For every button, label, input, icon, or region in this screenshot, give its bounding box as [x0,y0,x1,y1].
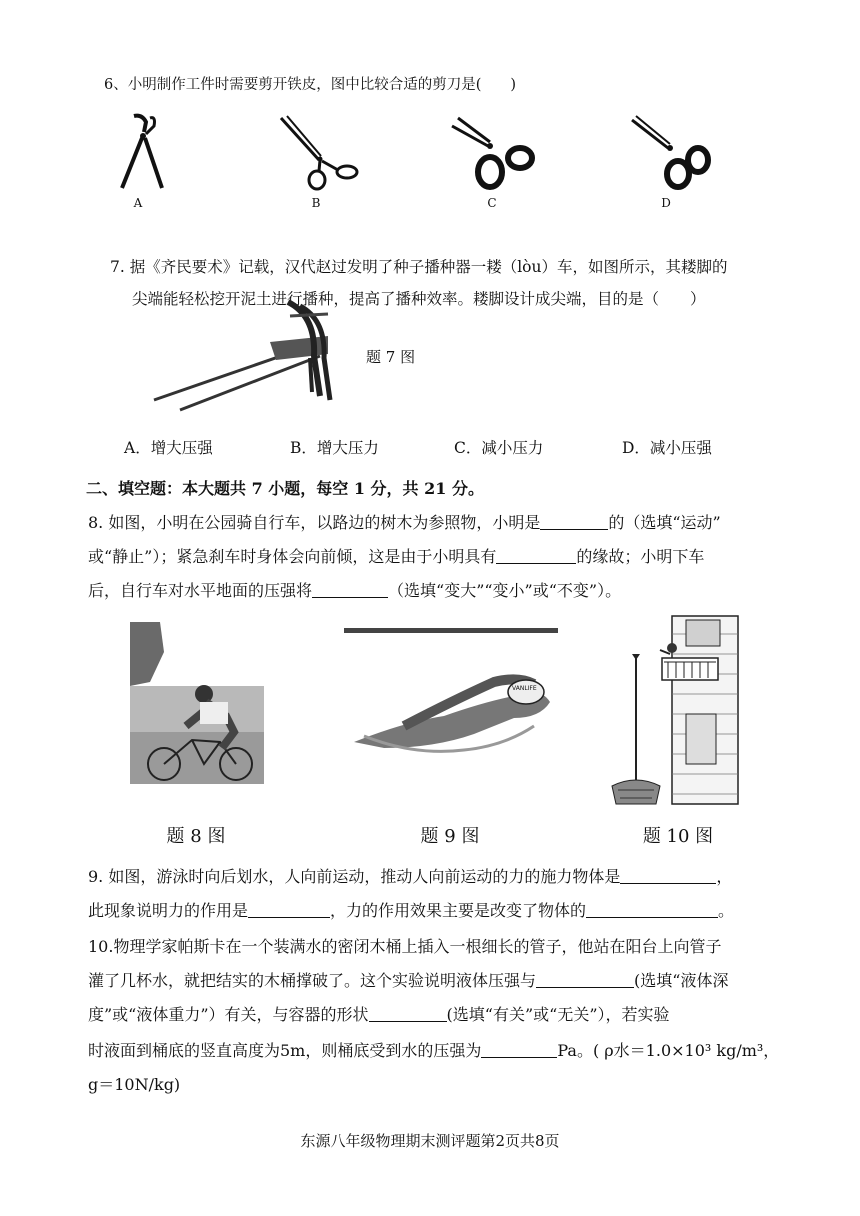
question-9-line-2-text-c: 。 [718,901,735,920]
question-7-line-1: 7. 据《齐民要术》记载，汉代赵过发明了种子播种器一耧（lòu）车，如图所示，其耧脚的 [110,258,728,276]
question-10-line-4 [88,1034,779,1068]
figure-9-caption: 题 9 图 [420,826,480,847]
question-8-line-2-text-b: 的缘故；小明下车 [576,547,705,566]
question-9-line-1 [88,860,732,894]
option-a-label: A [133,196,143,210]
question-10-line-4-text-a: 时液面到桶底的竖直高度为5m，则桶底受到水的压强为 [88,1041,482,1060]
option-b-hair-scissors-image [275,114,365,194]
question-9-blank-2[interactable] [248,899,330,918]
question-9-blank-3[interactable] [586,899,718,918]
question-10-line-3-text-a: 度”或“液体重力”）有关，与容器的形状 [88,1005,369,1024]
option-a-tin-snips-image [112,112,172,192]
section-2-heading: 二、填空题：本大题共 7 小题，每空 1 分，共 21 分。 [86,479,484,498]
question-8-blank-2[interactable] [496,545,576,564]
option-d-kitchen-scissors-image [628,112,718,192]
question-9-blank-1[interactable] [620,865,716,884]
figure-7-caption: 题 7 图 [366,348,416,366]
question-8-line-3-text-b: （选填“变大”“变小”或“不变”）。 [388,581,622,600]
question-10-line-3-text-b: (选填“有关”或“无关”），若实验 [446,1005,670,1024]
option-c-office-scissors-image [448,112,538,192]
question-10-line-3 [88,998,670,1032]
question-9-line-1-text-b: ， [716,867,733,886]
question-9-line-1-text-a: 9. 如图，游泳时向后划水，人向前运动，推动人向前运动的力的施力物体是 [88,867,621,886]
question-8-blank-1[interactable] [540,511,608,530]
question-8-line-3-text-a: 后，自行车对水平地面的压强将 [88,581,313,600]
question-10-line-2-text-b: (选填“液体深 [634,971,729,990]
question-7-line-2: 尖端能轻松挖开泥土进行播种，提高了播种效率。耧脚设计成尖端，目的是（ ） [132,290,706,308]
question-10-line-4-text-b: Pa。( ρ水＝1.0×10³ kg/m³， [557,1041,780,1060]
option-d-label: D [661,196,671,210]
question-9-line-2 [88,894,734,928]
question-10-blank-1[interactable] [536,969,634,988]
question-10-line-1: 10.物理学家帕斯卡在一个装满水的密闭木桶上插入一根细长的管子，他站在阳台上向管子 [88,937,722,956]
figure-8-caption: 题 8 图 [166,826,226,847]
question-8-line-2 [88,540,704,574]
question-10-blank-3[interactable] [481,1039,557,1058]
option-b-label: B [311,196,321,210]
figure-10-pascal-barrel-image [600,614,740,806]
question-8-line-1 [88,506,721,540]
option-c-label: C [487,196,497,210]
swim-cap-logo: VANLIFE [512,685,537,692]
question-8-line-3 [88,574,621,608]
question-10-blank-2[interactable] [369,1003,447,1022]
question-9-line-2-text-a: 此现象说明力的作用是 [88,901,249,920]
question-9-line-2-text-b: ，力的作用效果主要是改变了物体的 [330,901,587,920]
question-7-option-b: B．增大压力 [290,439,379,457]
question-8-line-1-text-a: 8. 如图，小明在公园骑自行车，以路边的树木为参照物，小明是 [88,513,541,532]
question-6-text: 6、小明制作工件时需要剪开铁皮，图中比较合适的剪刀是( ) [104,77,517,93]
question-7-option-a: A．增大压强 [124,439,213,457]
figure-8-cyclist-image [130,622,264,784]
figure-10-caption: 题 10 图 [642,826,714,847]
question-8-blank-3[interactable] [312,579,388,598]
question-10-line-2-text-a: 灌了几杯水，就把结实的木桶撑破了。这个实验说明液体压强与 [88,971,537,990]
figure-9-swimmer-image [344,626,558,782]
page-footer: 东源八年级物理期末测评题第2页共8页 [300,1132,560,1150]
question-7-option-c: C．减小压力 [454,439,544,457]
question-10-line-5: g＝10N/kg) [88,1075,181,1094]
question-8-line-2-text-a: 或“静止”）；紧急刹车时身体会向前倾，这是由于小明具有 [88,547,497,566]
question-8-line-1-text-b: 的（选填“运动” [608,513,721,532]
question-10-line-2 [88,964,728,998]
question-7-option-d: D．减小压强 [622,439,712,457]
seed-drill-image [150,296,340,416]
